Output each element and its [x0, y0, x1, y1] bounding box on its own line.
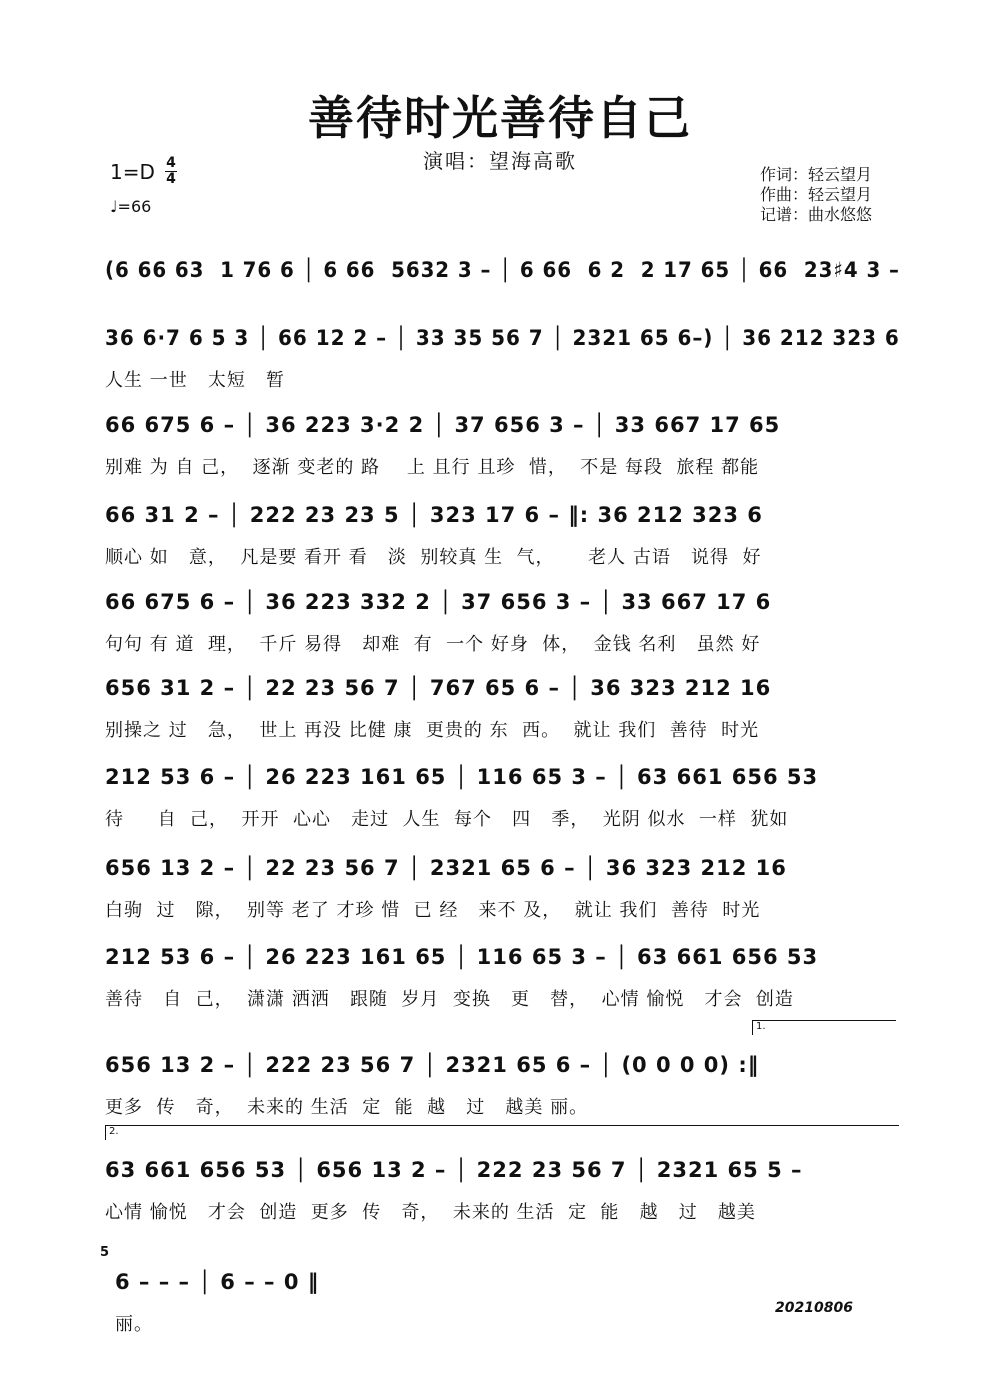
score-line — [105, 495, 900, 585]
notation-notes: 656 31 2 – │ 22 23 56 7 │ 767 65 6 – │ 36 323 212 16 — [105, 676, 772, 700]
transcriber-credit: 记谱：曲水悠悠 — [760, 205, 873, 224]
final-mark: 5 — [100, 1245, 110, 1260]
score-line — [105, 937, 900, 1027]
lyrics-line: 别操之 过 急， 世上 再没 比健 康 更贵的 东 西。 就让 我们 善待 时光 — [105, 720, 760, 741]
score-line — [105, 1045, 900, 1135]
song-title: 善待时光善待自己 — [308, 91, 692, 145]
lyrics-line: 别难 为 自 己， 逐渐 变老的 路 上 且行 且珍 惜， 不是 每段 旅程 都能 — [105, 457, 760, 478]
lyricist-credit: 作词：轻云望月 — [760, 165, 873, 184]
time-signature — [165, 156, 177, 187]
lyrics-line: 善待 自 己， 潇潇 洒洒 跟随 岁月 变换 更 替， 心情 愉悦 才会 创造 — [105, 989, 794, 1010]
notation-notes: 656 13 2 – │ 22 23 56 7 │ 2321 65 6 – │ 36 323 212 16 — [105, 856, 787, 880]
notation-notes: 66 675 6 – │ 36 223 332 2 │ 37 656 3 – │ 33 667 17 6 — [105, 590, 772, 614]
lyrics-line: 人生 一世 太短 暂 — [105, 370, 286, 391]
notation-notes: 212 53 6 – │ 26 223 161 65 │ 116 65 3 – │ 63 661 656 53 — [105, 945, 819, 969]
score-line — [105, 757, 900, 847]
notation-notes: 6 – – – │ 6 – – 0 ‖ — [115, 1270, 320, 1294]
volta-second-label: 2. — [109, 1126, 119, 1137]
notation-notes: 36 6·7 6 5 3 │ 66 12 2 – │ 33 35 56 7 │ 2321 65 6–) │ 36 212 323 6 — [105, 326, 900, 350]
score-line — [105, 1150, 900, 1240]
key-signature: 1=D — [110, 160, 155, 184]
time-signature-top: 4 — [166, 155, 176, 171]
lyrics-line: 顺心 如 意， 凡是要 看开 看 淡 别较真 生 气， 老人 古语 说得 好 — [105, 547, 762, 568]
lyrics-line: 心情 愉悦 才会 创造 更多 传 奇， 未来的 生活 定 能 越 过 越美 — [105, 1202, 756, 1223]
score-line — [105, 848, 900, 938]
score-line — [105, 405, 900, 495]
notation-notes: 656 13 2 – │ 222 23 56 7 │ 2321 65 6 – │ (0 0 0 0) :‖ — [105, 1053, 760, 1077]
time-signature-bottom: 4 — [166, 171, 176, 187]
tempo-mark: ♩=66 — [110, 197, 152, 216]
score-line — [105, 318, 900, 408]
lyrics-line: 白驹 过 隙， 别等 老了 才珍 惜 已 经 来不 及， 就让 我们 善待 时光 — [105, 900, 761, 921]
lyrics-line: 更多 传 奇， 未来的 生活 定 能 越 过 越美 丽。 — [105, 1097, 589, 1118]
score-line — [105, 668, 900, 758]
notation-notes: 212 53 6 – │ 26 223 161 65 │ 116 65 3 – │ 63 661 656 53 — [105, 765, 819, 789]
volta-second-ending — [105, 1125, 899, 1140]
notation-notes: 66 675 6 – │ 36 223 3·2 2 │ 37 656 3 – │ 33 667 17 65 — [105, 413, 781, 437]
volta-first-label: 1. — [756, 1021, 766, 1032]
date-footer: 20210806 — [775, 1300, 853, 1316]
volta-first-ending — [752, 1020, 896, 1035]
composer-credit: 作曲：轻云望月 — [760, 185, 873, 204]
singer-credit: 演唱：望海高歌 — [423, 149, 577, 173]
credits-block — [760, 165, 872, 225]
notation-notes: 63 661 656 53 │ 656 13 2 – │ 222 23 56 7 │ 2321 65 5 – — [105, 1158, 803, 1182]
notation-notes: (6 66 63 1 76 6 │ 6 66 5632 3 – │ 6 66 6 2 2 17 65 │ 66 23♯4 3 – — [105, 258, 900, 282]
score-line — [105, 582, 900, 672]
score-line — [115, 1262, 345, 1352]
lyrics-line: 待 自 己， 开开 心心 走过 人生 每个 四 季， 光阴 似水 一样 犹如 — [105, 809, 789, 830]
notation-notes: 66 31 2 – │ 222 23 23 5 │ 323 17 6 – ‖: 36 212 323 6 — [105, 503, 763, 527]
lyrics-line: 丽。 — [115, 1314, 153, 1335]
lyrics-line: 句句 有 道 理， 千斤 易得 却难 有 一个 好身 体， 金钱 名利 虽然 好 — [105, 634, 761, 655]
